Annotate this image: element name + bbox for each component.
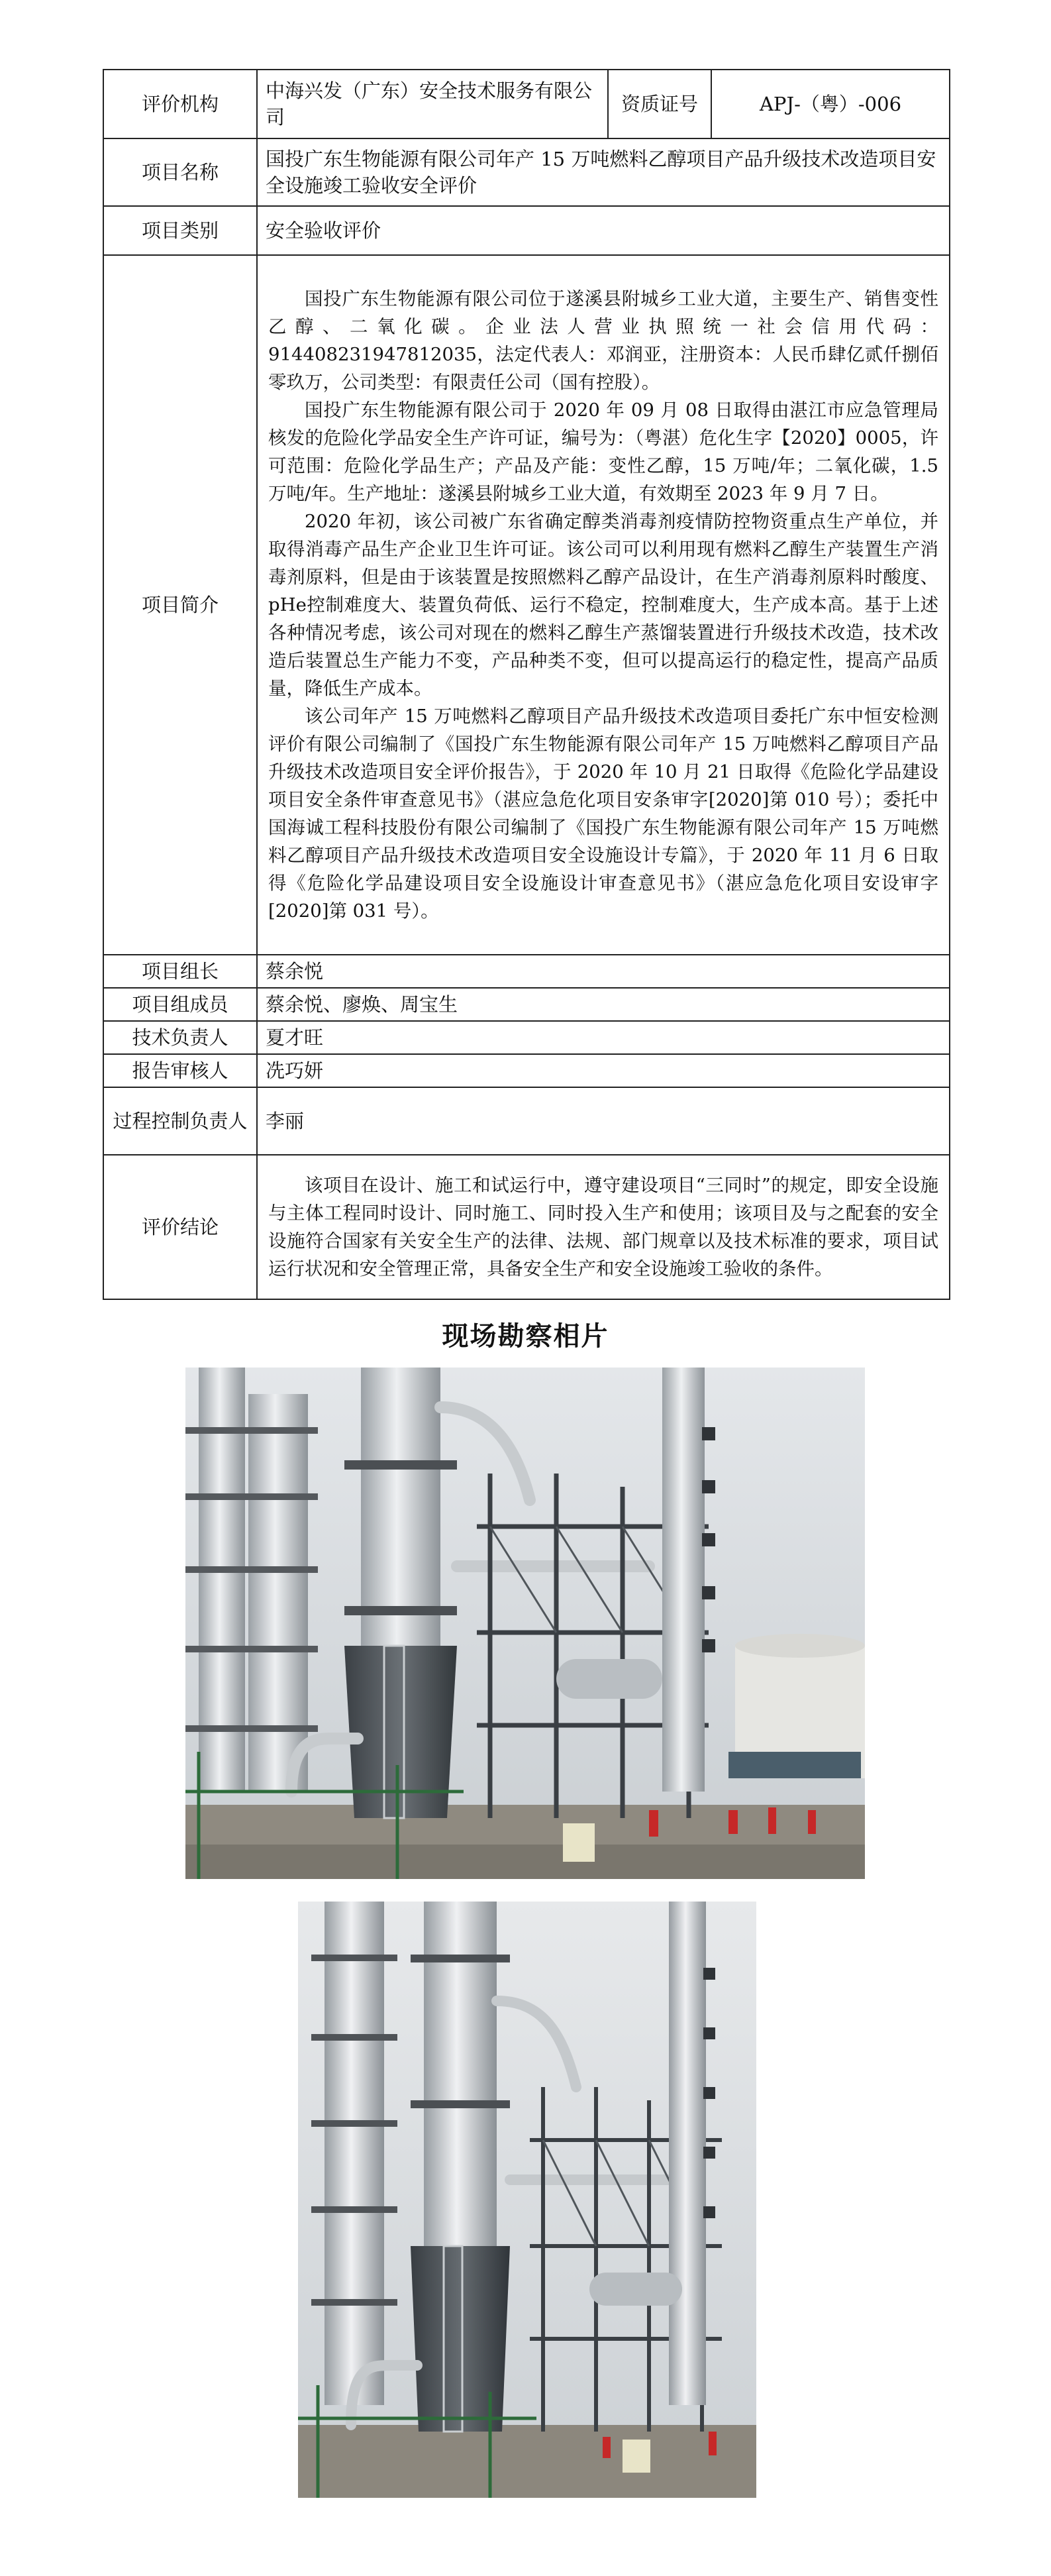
label-project-name: 项目名称	[103, 138, 257, 206]
row-conclusion	[103, 1155, 950, 1299]
value-cert-number: APJ-（粤）-006	[711, 70, 950, 138]
value-process-control: 李丽	[257, 1087, 950, 1155]
value-conclusion	[257, 1155, 950, 1299]
row-project-name	[103, 138, 950, 206]
row-project-intro	[103, 255, 950, 955]
row-project-leader	[103, 955, 950, 988]
value-project-name: 国投广东生物能源有限公司年产 15 万吨燃料乙醇项目产品升级技术改造项目安全设施竣工验收安全评价	[257, 138, 950, 206]
label-project-category: 项目类别	[103, 206, 257, 255]
label-project-members: 项目组成员	[103, 988, 257, 1021]
label-process-control: 过程控制负责人	[103, 1087, 257, 1155]
label-evaluation-org: 评价机构	[103, 70, 257, 138]
site-photo-wide	[185, 1368, 865, 1879]
value-project-intro	[257, 255, 950, 955]
label-project-intro: 项目简介	[103, 255, 257, 955]
label-tech-lead: 技术负责人	[103, 1021, 257, 1054]
value-report-reviewer: 冼巧妍	[257, 1054, 950, 1087]
label-cert-number: 资质证号	[608, 70, 711, 138]
intro-paragraph: 2020 年初，该公司被广东省确定醇类消毒剂疫情防控物资重点生产单位，并取得消毒产品生产企业卫生许可证。该公司可以利用现有燃料乙醇生产装置生产消毒剂原料，但是由于该装置是按照燃料乙醇产品设计，在生产消毒剂原料时酸度、pHe控制难度大、装置负荷低、运行不稳定，控制难度大，生产成本高。基于上述各种情况考虑，该公司对现在的燃料乙醇生产蒸馏装置进行升级技术改造，技术改造后装置总生产能力不变，产品种类不变，但可以提高运行的稳定性，提高产品质量，降低生产成本。	[268, 511, 938, 699]
intro-paragraph: 国投广东生物能源有限公司于 2020 年 09 月 08 日取得由湛江市应急管理局核发的危险化学品安全生产许可证，编号为：（粤湛）危化生字【2020】0005，许可范围：危险化学品生产；产品及产能：变性乙醇，15 万吨/年；二氧化碳，1.5 万吨/年。生产地址：遂溪县附城乡工业大道，有效期至 2023 年 9 月 7 日。	[268, 400, 938, 504]
value-project-leader: 蔡余悦	[257, 955, 950, 988]
row-project-category	[103, 206, 950, 255]
row-project-members	[103, 988, 950, 1021]
photo-section-title: 现场勘察相片	[442, 1320, 609, 1352]
label-report-reviewer: 报告审核人	[103, 1054, 257, 1087]
site-photo-portrait-illustration	[298, 1902, 756, 2498]
value-tech-lead: 夏才旺	[257, 1021, 950, 1054]
value-project-members: 蔡余悦、廖焕、周宝生	[257, 988, 950, 1021]
intro-paragraph: 国投广东生物能源有限公司位于遂溪县附城乡工业大道，主要生产、销售变性乙醇、二氧化碳。企业法人营业执照统一社会信用代码：914408231947812035，法定代表人：邓润亚，注册资本：人民币肆亿贰仟捌佰零玖万，公司类型：有限责任公司（国有控股）。	[268, 288, 938, 393]
evaluation-info-sheet	[103, 69, 949, 1300]
label-conclusion: 评价结论	[103, 1155, 257, 1299]
evaluation-info-table	[103, 69, 950, 1300]
intro-paragraph: 该公司年产 15 万吨燃料乙醇项目产品升级技术改造项目委托广东中恒安检测评价有限公司编制了《国投广东生物能源有限公司年产 15 万吨燃料乙醇项目产品升级技术改造项目安全评价报告》，于 2020 年 10 月 21 日取得《危险化学品建设项目安全条件审查意见书》（湛应急危化项目安条审字[2020]第 010 号）；委托中国海诚工程科技股份有限公司编制了《国投广东生物能源有限公司年产 15 万吨燃料乙醇项目产品升级技术改造项目安全设施设计专篇》，于 2020 年 11 月 6 日取得《危险化学品建设项目安全设施设计审查意见书》（湛应急危化项目安设审字[2020]第 031 号）。	[268, 706, 938, 922]
value-project-category: 安全验收评价	[257, 206, 950, 255]
row-report-reviewer	[103, 1054, 950, 1087]
row-process-control	[103, 1087, 950, 1155]
label-project-leader: 项目组长	[103, 955, 257, 988]
conclusion-text: 该项目在设计、施工和试运行中，遵守建设项目“三同时”的规定，即安全设施与主体工程同时设计、同时施工、同时投入生产和使用；该项目及与之配套的安全设施符合国家有关安全生产的法律、法规、部门规章以及技术标准的要求，项目试运行状况和安全管理正常，具备安全生产和安全设施竣工验收的条件。	[268, 1175, 938, 1279]
row-evaluation-org	[103, 70, 950, 138]
site-photo-portrait	[298, 1902, 756, 2498]
row-tech-lead	[103, 1021, 950, 1054]
value-evaluation-org: 中海兴发（广东）安全技术服务有限公司	[257, 70, 608, 138]
site-photo-wide-illustration	[185, 1368, 865, 1879]
